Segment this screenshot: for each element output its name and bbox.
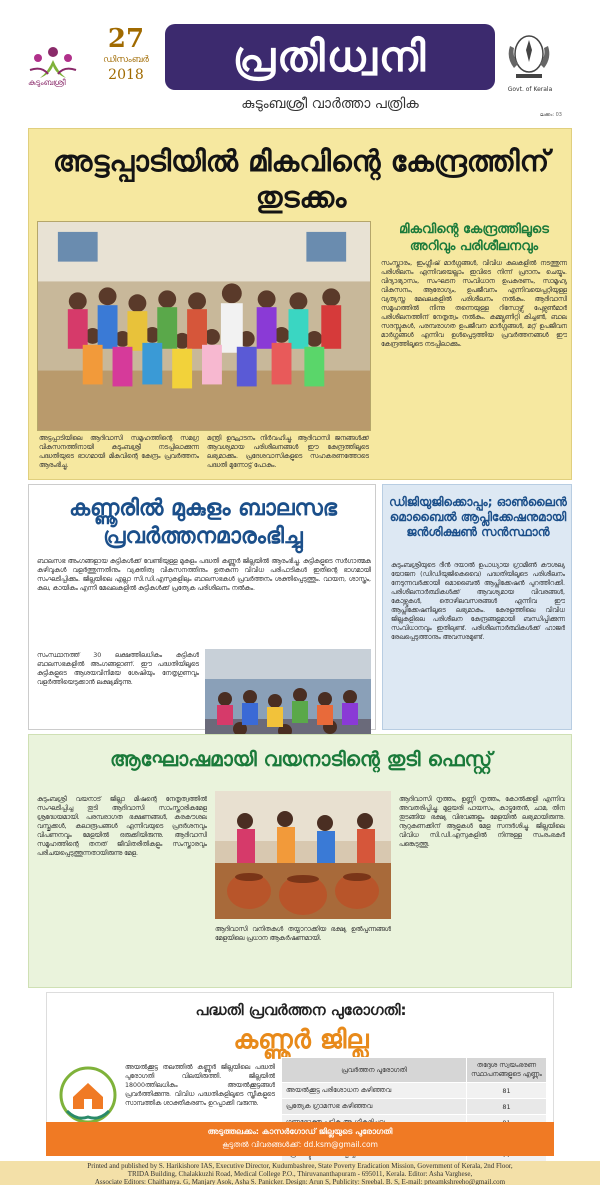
table-row (282, 1099, 547, 1115)
masthead (0, 0, 600, 122)
govt-label: Govt. of Kerala (507, 86, 553, 93)
date-year: 2018 (108, 67, 144, 83)
publisher-footer (0, 1161, 600, 1185)
story-headline: അട്ടപ്പാടിയിൽ മികവിന്റെ കേന്ദ്രത്തിന് തുടക്കം (52, 144, 550, 214)
story-body-bottom: സംസ്ഥാനത്ത് 30 ലക്ഷത്തിലധികം കുട്ടികൾ ബാലസഭകളിൽ അംഗങ്ങളാണ്. ഈ പദ്ധതിയിലൂടെ കുട്ടികളുടെ ആശയവിനിമയ ശേഷിയും നേതൃഗുണവും വളർത്തിയെടുക്കാൻ ലക്ഷ്യമിടുന്നു. (37, 652, 199, 686)
footer-line: Associate Editors: Chaithanya. G, Manjary Asok, Asha S. Panicker. Design: Arun S, Publicity: Sreebal. B. S, E-mail: prteamkshreeho@gmail.com (94, 1178, 506, 1185)
story-headline: ആഘോഷമായി വയനാടിന്റെ തുടി ഫെസ്റ്റ് (109, 747, 493, 771)
next-issue-text: അടുത്തലക്കം: കാസർഗോഡ് ജില്ലയുടെ പുരോഗതി (207, 1127, 393, 1136)
story-body-right: ആദിവാസി നൃത്തം, ഉണ്ണി നൃത്തം, കോൽക്കളി എന്നിവ അവതരിപ്പിച്ചു. മുളയരി പായസം, കാട്ടുതേൻ, ചാമ, തിന തുടങ്ങിയ ഭക്ഷ്യ വിഭവങ്ങളും മേളയിൽ ലഭ്യമായിരുന്നു. നൂറുകണക്കിന് ആളുകൾ മേള സന്ദർശിച്ചു. ജില്ലയിലെ വിവിധ സി.ഡി.എസുകളിൽ നിന്നുള്ള സംരംഭകർ പങ്കെടുത്തു. (399, 796, 565, 848)
district-name: കണ്ണൂർ ജില്ല (233, 1025, 369, 1055)
next-issue-bar (46, 1122, 554, 1156)
date-day: 27 (107, 24, 145, 54)
story-kannur-mukulam (28, 484, 376, 730)
story-headline: കണ്ണൂരിൽ മുകുളം ബാലസഭ പ്രവർത്തനമാരംഭിച്ചു (69, 496, 337, 549)
table-row (282, 1083, 547, 1099)
column-header: തദ്ദേശ സ്വയംഭരണ സ്ഥാപനങ്ങളുടെ എണ്ണം (467, 1058, 547, 1083)
table-header-row (282, 1058, 547, 1083)
story-body-left: അട്ടപ്പാടിയിലെ ആദിവാസി സമൂഹത്തിന്റെ സമഗ്ര വികസനത്തിനായി കുടുംബശ്രീ നടപ്പിലാക്കുന്ന പദ്ധതിയുടെ ഭാഗമായി മികവിന്റെ കേന്ദ്രം പ്രവർത്തനം ആരംഭിച്ചു. (39, 435, 199, 469)
kudumbashree-logo-icon (18, 30, 88, 100)
progress-headline: പദ്ധതി പ്രവർത്തന പുരോഗതി: (195, 1001, 407, 1019)
story-wayanad-thudi-fest (28, 734, 572, 988)
story-body-left: കുടുംബശ്രീ വയനാട് ജില്ലാ മിഷന്റെ നേതൃത്വത്തിൽ സംഘടിപ്പിച്ച തുടി ആദിവാസി സാംസ്കാരികമേള ശ്രദ്ധേയമായി. പരമ്പരാഗത ഭക്ഷണങ്ങൾ, കരകൗശല വസ്തുക്കൾ, കലാരൂപങ്ങൾ എന്നിവയുടെ പ്രദർശനവും വിപണനവും മേളയിൽ ഒരുക്കിയിരുന്നു. ആദിവാസി സമൂഹത്തിന്റെ തനത് ജീവിതരീതികളും സംസ്കാരവും പരിചയപ്പെടുത്തുന്നതായിരുന്നു മേള. (37, 796, 207, 857)
table-cell-label: അയൽക്കൂട്ട പരിശോധന കഴിഞ്ഞവ (282, 1083, 467, 1099)
column-header: പ്രവർത്തന പുരോഗതി (282, 1058, 467, 1083)
footer-line: Printed and published by S. Harikishore IAS, Executive Director, Kudumbashree, State Poverty Eradication Mission, Government of Kerala, 2nd Floor, (87, 1162, 513, 1170)
date-month: ഡിസംബർ (103, 55, 149, 65)
story-ddugky-app (382, 484, 572, 730)
story-body-middle: ആദിവാസി വനിതകൾ തയ്യാറാക്കിയ ഭക്ഷ്യ ഉൽപ്പന്നങ്ങൾ മേളയിലെ പ്രധാന ആകർഷണമായി. (215, 926, 391, 942)
children-group-photo (37, 221, 371, 431)
newsletter-title: പ്രതിധ്വനി (165, 24, 495, 90)
progress-body: അയൽക്കൂട്ട തലത്തിൽ കണ്ണൂർ ജില്ലയിലെ പദ്ധതി പുരോഗതി വിലയിരുത്തി. ജില്ലയിൽ 18000ത്തിലധികം അയൽക്കൂട്ടങ്ങൾ പ്രവർത്തിക്കുന്നു. വിവിധ പദ്ധതികളിലൂടെ സ്ത്രീകളുടെ സാമ്പത്തിക ശാക്തീകരണം ഉറപ്പാക്കി വരുന്നു. (125, 1064, 275, 1107)
contact-email[interactable]: കൂടുതൽ വിവരങ്ങൾക്ക്: dd.ksm@gmail.com (222, 1140, 378, 1149)
issue-date (97, 24, 155, 83)
story-body-right: മന്ത്രി ഉദ്ഘാടനം നിർവഹിച്ചു. ആദിവാസി ജനങ്ങൾക്ക് ആവശ്യമായ പരിശീലനങ്ങൾ ഈ കേന്ദ്രത്തിലൂടെ ലഭ്യമാക്കും. പ്രദേശവാസികളുടെ സഹകരണത്തോടെ പദ്ധതി മുന്നോട്ട് പോകും. (207, 435, 369, 469)
table-cell-value: 81 (467, 1083, 547, 1099)
story-side-text: സംസ്കാരം, ഇംഗ്ലീഷ് മാർഗ്ഗങ്ങൾ, വിവിധ കലകളിൽ നടത്തുന്ന പരിശീലനം എന്നിവയെല്ലാം ഇവിടെ നിന്ന് പ്രദാനം ചെയ്യും. വിദ്യാഭ്യാസം, സംഘടന സംവിധാന ഉപകരണം, സാമൂഹ്യ വികസനം, ആരോഗ്യം, ഉപജീവനം എന്നിവയെപ്പറ്റിയുള്ള വ്യത്യസ്ത മേഖലകളിൽ പരിശീലനം നൽകും. ആദിവാസി സമൂഹത്തിൽ നിന്നു തന്നെയുള്ള റിസോഴ്സ് പേഴ്സൺമാർ പരിശീലനത്തിന് നേതൃത്വം നൽകും. കമ്മ്യൂണിറ്റി കിച്ചൺ, ബാല സദസ്സുകൾ, പരമ്പരാഗത ഉപജീവന മാർഗ്ഗങ്ങൾ, മറ്റ് ഉപജീവന മാർഗ്ഗങ്ങൾ എന്നിവ ഉൾപ്പെടുത്തിയ പ്രവർത്തനങ്ങൾ ഈ കേന്ദ്രത്തിലൂടെ നടപ്പിലാക്കും. (381, 260, 567, 348)
issue-number: ലക്കം: 03 (540, 112, 562, 118)
newsletter-subtitle: കുടുംബശ്രീ വാർത്താ പത്രിക (241, 96, 419, 112)
story-attappadi (28, 128, 572, 480)
kerala-emblem-icon (502, 28, 556, 84)
story-headline: ഡിജിയുജിക്കൊപ്പം; ഓൺലൈൻ മൊബൈൽ ആപ്ലിക്കേഷനുമായി ജൻശിക്ഷൺ സൻസ്ഥാൻ (389, 495, 567, 539)
story-body: കുടുംബശ്രീയുടെ ദീൻ ദയാൽ ഉപാധ്യായ ഗ്രാമീൺ കൗശല്യ യോജന (ഡിഡിയുജികെവൈ) പദ്ധതിയിലൂടെ പരിശീലനം നേടുന്നവർക്കായി മൊബൈൽ ആപ്ലിക്കേഷൻ പുറത്തിറക്കി. പരിശീലനാർത്ഥികൾക്ക് ആവശ്യമായ വിവരങ്ങൾ, കോഴ്സുകൾ, തൊഴിലവസരങ്ങൾ എന്നിവ ഈ ആപ്ലിക്കേഷനിലൂടെ ലഭ്യമാകും. കേരളത്തിലെ വിവിധ ജില്ലകളിലെ പരിശീലന കേന്ദ്രങ്ങളുമായി ബന്ധിപ്പിക്കുന്ന സംവിധാനവും ഇതിലുണ്ട്. പരിശീലനാർത്ഥികൾക്ക് ഹാജർ രേഖപ്പെടുത്താനും അവസരമുണ്ട്. (391, 562, 565, 641)
table-cell-value: 81 (467, 1099, 547, 1115)
story-side-headline: മികവിന്റെ കേന്ദ്രത്തിലൂടെ അറിവും പരിശീലനവും (399, 222, 549, 254)
food-fest-photo (215, 791, 391, 919)
logo-caption: കുടുംബശ്രീ (28, 78, 66, 87)
table-cell-label: പ്രത്യേക ഗ്രാമസഭ കഴിഞ്ഞവ (282, 1099, 467, 1115)
footer-line: TRIDA Building, Chalakkuzhi Road, Medical College P.O., Thiruvananthapuram - 695011, Kerala. Editor: Asha Varghese, (127, 1170, 473, 1178)
story-body: ബാലസഭ അംഗങ്ങളായ കുട്ടികൾക്ക് വേണ്ടിയുള്ള മുകുളം പദ്ധതി കണ്ണൂർ ജില്ലയിൽ ആരംഭിച്ചു. കുട്ടികളുടെ സർഗാത്മക കഴിവുകൾ വളർത്തുന്നതിനും വ്യക്തിത്വ വികസനത്തിനും ഉതകുന്ന വിവിധ പരിപാടികൾ ഇതിന്റെ ഭാഗമായി സംഘടിപ്പിക്കും. ജില്ലയിലെ എല്ലാ സി.ഡി.എസുകളിലും ബാലസഭകൾ പ്രവർത്തനം ശക്തിപ്പെടുത്തും. വായന, ശാസ്ത്രം, കല, കായികം എന്നീ മേഖലകളിൽ കുട്ടികൾക്ക് പ്രത്യേക പരിശീലനം നൽകും. (37, 558, 371, 592)
